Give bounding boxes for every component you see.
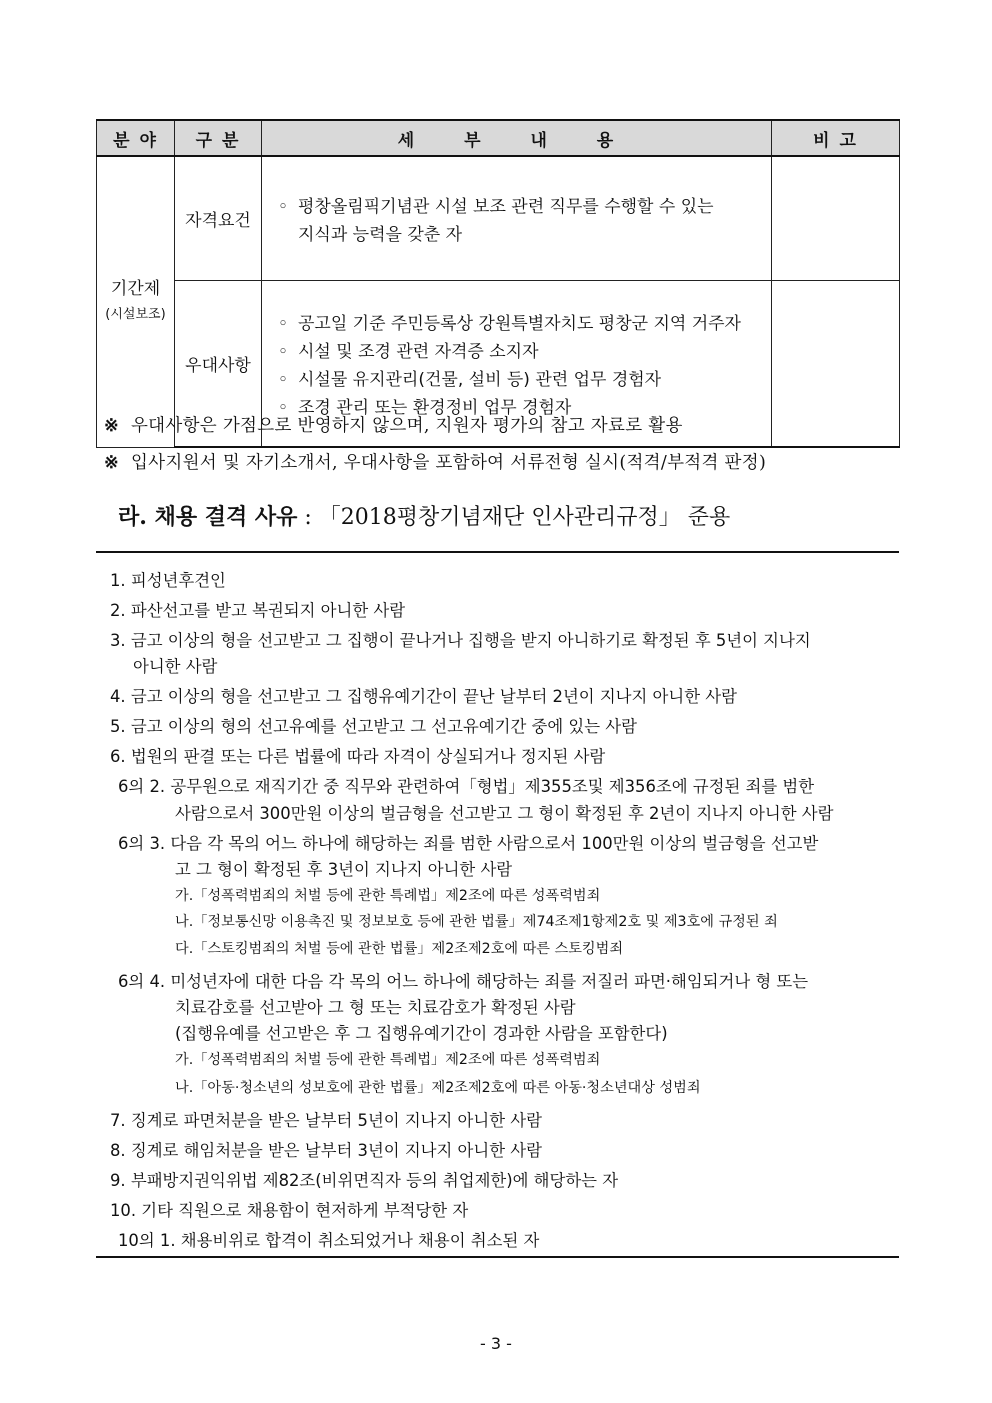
header-field: 분 야 xyxy=(97,120,175,156)
section-heading-rest: : 「2018평창기념재단 인사관리규정」 준용 xyxy=(297,505,731,530)
note-line: ※ 입사지원서 및 자기소개서, 우대사항을 포함하여 서류전형 실시(적격/부적격 판정) xyxy=(104,453,767,473)
list-item: 4. 금고 이상의 형을 선고받고 그 집행유예기간이 끝난 날부터 2년이 지나지 아니한 사람 xyxy=(110,687,737,706)
field-cell xyxy=(97,156,175,447)
detail-item: ◦ 공고일 기준 주민등록상 강원특별자치도 평창군 지역 거주자 xyxy=(278,310,771,338)
detail-item-continuation: 지식과 능력을 갖춘 자 xyxy=(298,224,463,245)
list-item: 10. 기타 직원으로 채용함이 현저하게 부적당한 자 xyxy=(110,1201,469,1220)
sub-item: 다.「스토킹범죄의 처벌 등에 관한 법률」제2조제2호에 따른 스토킹범죄 xyxy=(175,941,624,957)
list-item: 6의 3. 다음 각 목의 어느 하나에 해당하는 죄를 범한 사람으로서 100만원 이상의 벌금형을 선고받 xyxy=(118,834,819,853)
list-item: 6의 2. 공무원으로 재직기간 중 직무와 관련하여「형법」제355조및 제356조에 규정된 죄를 범한 xyxy=(118,777,815,796)
note-line: ※ 우대사항은 가점으로 반영하지 않으며, 지원자 평가의 참고 자료로 활용 xyxy=(104,416,683,436)
list-item-continuation: (집행유예를 선고받은 후 그 집행유예기간이 경과한 사람을 포함한다) xyxy=(175,1024,668,1043)
sub-item: 나.「정보통신망 이용촉진 및 정보보호 등에 관한 법률」제74조제1항제2호 및 제3호에 규정된 죄 xyxy=(175,914,778,930)
category-cell: 우대사항 xyxy=(175,281,262,448)
table-header-row xyxy=(97,120,900,156)
page-number: - 3 - xyxy=(480,1334,512,1353)
list-item: 3. 금고 이상의 형을 선고받고 그 집행이 끝나거나 집행을 받지 아니하기로 확정된 후 5년이 지나지 xyxy=(110,631,811,650)
bullet-icon: ◦ xyxy=(278,397,289,418)
header-details: 세 부 내 용 xyxy=(262,120,772,156)
bullet-icon: ◦ xyxy=(278,341,289,362)
list-item: 10의 1. 채용비위로 합격이 취소되었거나 채용이 취소된 자 xyxy=(118,1231,540,1250)
list-item: 2. 파산선고를 받고 복권되지 아니한 사람 xyxy=(110,601,406,620)
sub-item: 가.「성폭력범죄의 처벌 등에 관한 특례법」제2조에 따른 성폭력범죄 xyxy=(175,1052,601,1068)
field-label: 기간제 xyxy=(110,278,161,299)
reference-mark-icon: ※ xyxy=(104,416,119,436)
list-item: 8. 징계로 해임처분을 받은 날부터 3년이 지나지 아니한 사람 xyxy=(110,1141,542,1160)
top-rule xyxy=(96,551,899,553)
bullet-icon: ◦ xyxy=(278,196,289,217)
list-item: 6. 법원의 판결 또는 다른 법률에 따라 자격이 상실되거나 정지된 사람 xyxy=(110,747,606,766)
detail-item: ◦ 평창올림픽기념관 시설 보조 관련 직무를 수행할 수 있는 xyxy=(278,193,771,221)
section-title xyxy=(118,500,730,531)
bullet-icon: ◦ xyxy=(278,313,289,334)
recruitment-table xyxy=(96,119,900,448)
list-item-continuation: 고 그 형이 확정된 후 3년이 지나지 아니한 사람 xyxy=(175,860,513,879)
list-item-continuation: 사람으로서 300만원 이상의 벌금형을 선고받고 그 형이 확정된 후 2년이 지나지 아니한 사람 xyxy=(175,804,834,823)
list-item: 7. 징계로 파면처분을 받은 날부터 5년이 지나지 아니한 사람 xyxy=(110,1111,542,1130)
list-item: 1. 피성년후견인 xyxy=(110,571,226,590)
sub-item: 나.「아동·청소년의 성보호에 관한 법률」제2조제2호에 따른 아동·청소년대상 성범죄 xyxy=(175,1080,701,1096)
header-category: 구 분 xyxy=(175,120,262,156)
list-item: 9. 부패방지권익위법 제82조(비위면직자 등의 취업제한)에 해당하는 자 xyxy=(110,1171,619,1190)
bottom-rule xyxy=(96,1256,899,1258)
detail-item: ◦ 시설 및 조경 관련 자격증 소지자 xyxy=(278,338,771,366)
detail-item: ◦ 조경 관리 또는 환경정비 업무 경험자 xyxy=(278,394,771,422)
table-row xyxy=(97,156,900,281)
bullet-icon: ◦ xyxy=(278,369,289,390)
header-remarks: 비 고 xyxy=(772,120,900,156)
category-cell: 자격요건 xyxy=(175,156,262,281)
sub-item: 가.「성폭력범죄의 처벌 등에 관한 특례법」제2조에 따른 성폭력범죄 xyxy=(175,888,601,904)
reference-mark-icon: ※ xyxy=(104,453,119,473)
list-item: 6의 4. 미성년자에 대한 다음 각 목의 어느 하나에 해당하는 죄를 저질러 파면·해임되거나 형 또는 xyxy=(118,972,809,991)
list-item-continuation: 아니한 사람 xyxy=(133,657,218,676)
field-sub-label: (시설보조) xyxy=(105,306,166,322)
detail-cell xyxy=(262,156,772,281)
remarks-cell xyxy=(772,281,900,448)
remarks-cell xyxy=(772,156,900,281)
section-heading: 라. 채용 결격 사유 xyxy=(118,504,298,530)
list-item-continuation: 치료감호를 선고받아 그 형 또는 치료감호가 확정된 사람 xyxy=(175,998,576,1017)
list-item: 5. 금고 이상의 형의 선고유예를 선고받고 그 선고유예기간 중에 있는 사람 xyxy=(110,717,637,736)
detail-item: ◦ 시설물 유지관리(건물, 설비 등) 관련 업무 경험자 xyxy=(278,366,771,394)
